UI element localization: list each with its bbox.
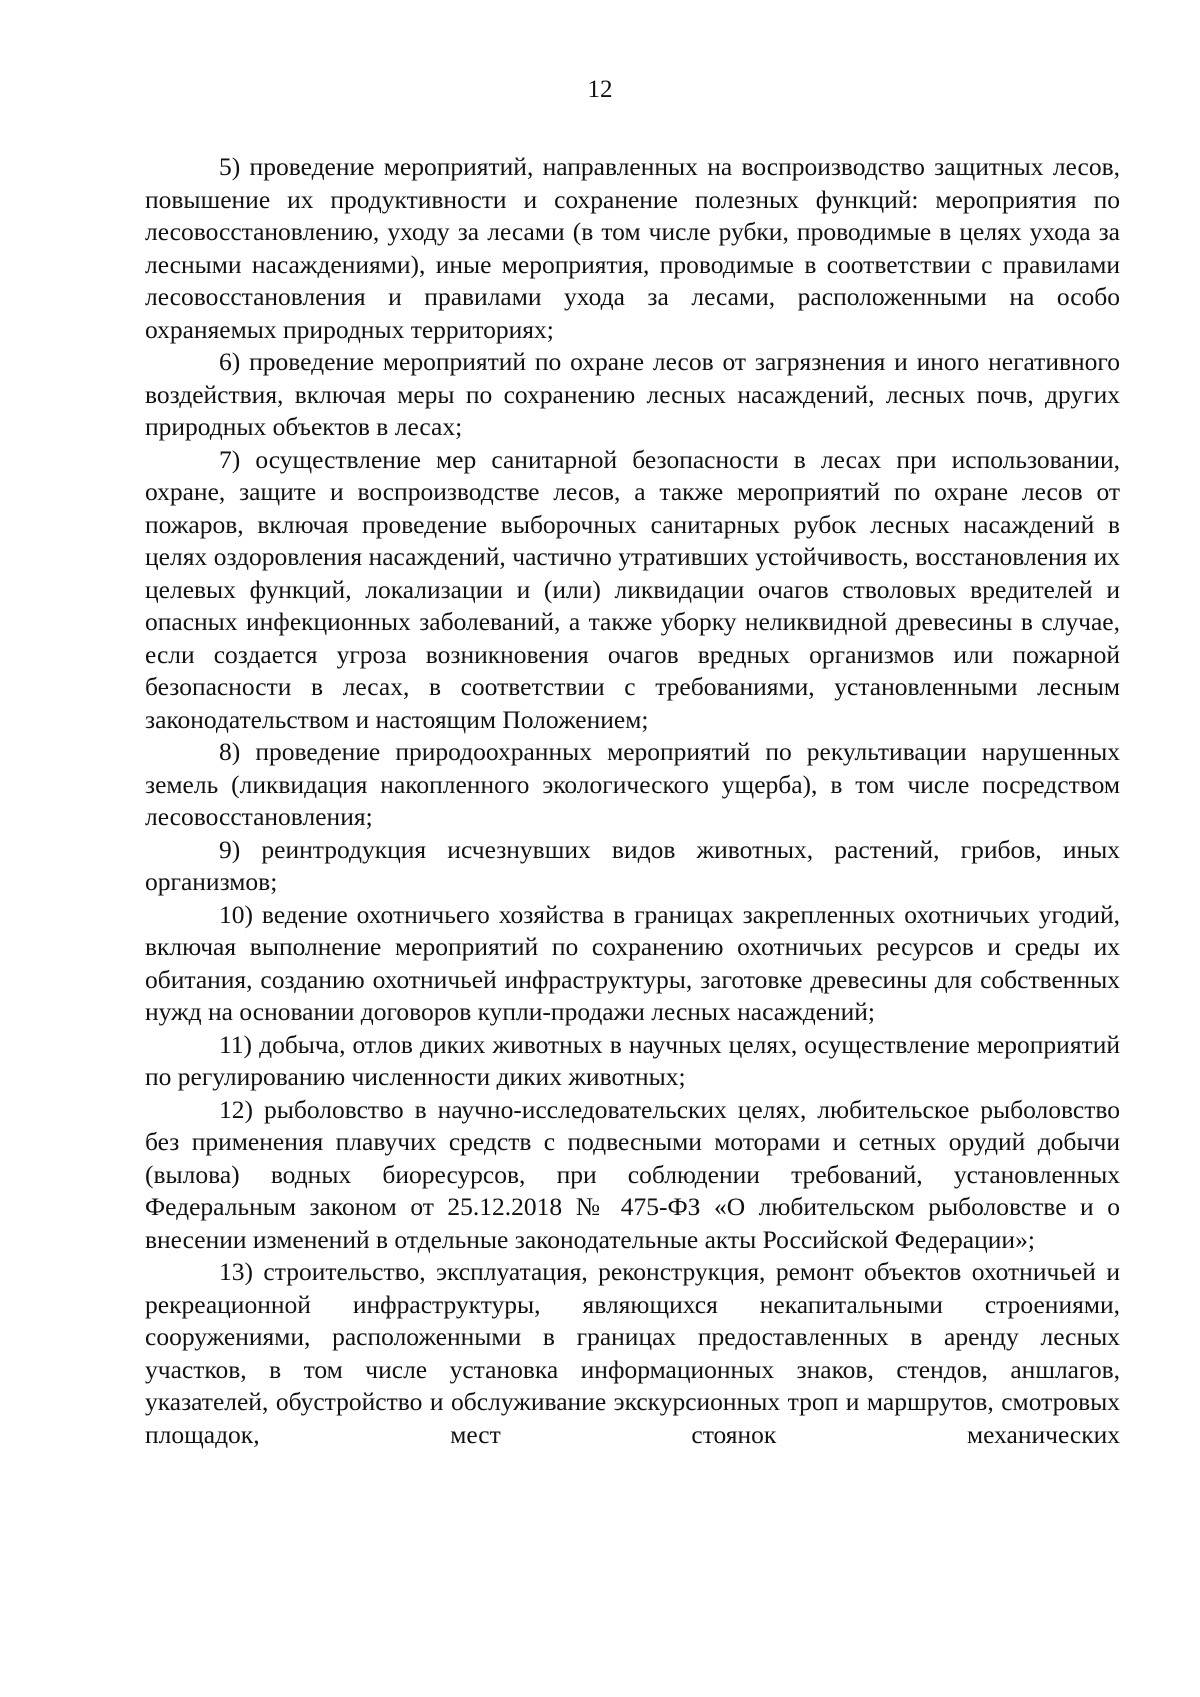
list-item-5: 5) проведение мероприятий, направленных на воспроизводство защитных лесов, повышение их продуктивности и сохранение полезных функций: мероприятия по лесовосстановлению, уходу за лесами (в том числе рубки, проводимые в целях ухода за лесными насаждениями), иные мероприятия, проводимые в соответствии с правилами лесовосстановления и правилами ухода за лесами, расположенными на особо охраняемых природных территориях; (145, 152, 1120, 344)
page-number: 12 (587, 76, 613, 103)
list-item-13: 13) строительство, эксплуатация, реконструкция, ремонт объектов охотничьей и рекреационной инфраструктуры, являющихся некапитальными строениями, сооружениями, расположенными в границах предоставленных в аренду лесных участков, в том числе установка информационных знаков, стендов, аншлагов, указателей, обустройство и обслуживание экскурсионных троп и маршрутов, смотровых площадок, мест стоянок механических (145, 1257, 1120, 1449)
list-item-12: 12) рыболовство в научно-исследовательских целях, любительское рыболовство без применения плавучих средств с подвесными моторами и сетных орудий добычи (вылова) водных биоресурсов, при соблюдении требований, установленных Федеральным законом от 25.12.2018 № 475-ФЗ «О любительском рыболовстве и о внесении изменений в отдельные законодательные акты Российской Федерации»; (145, 1094, 1120, 1254)
list-item-8: 8) проведение природоохранных мероприятий по рекультивации нарушенных земель (ликвидация накопленного экологического ущерба), в том числе посредством лесовосстановления; (145, 737, 1120, 831)
list-item-7: 7) осуществление мер санитарной безопасности в лесах при использовании, охране, защите и воспроизводстве лесов, а также мероприятий по охране лесов от пожаров, включая проведение выборочных санитарных рубок лесных насаждений в целях оздоровления насаждений, частично утративших устойчивость, восстановления их целевых функций, локализации и (или) ликвидации очагов стволовых вредителей и опасных инфекционных заболеваний, а также уборку неликвидной древесины в случае, если создается угроза возникновения очагов вредных организмов или пожарной безопасности в лесах, в соответствии с требованиями, установленными лесным законодательством и настоящим Положением; (145, 444, 1120, 734)
document-body (145, 151, 1120, 1451)
list-item-9: 9) реинтродукция исчезнувших видов животных, растений, грибов, иных организмов; (145, 834, 1120, 896)
list-item-11: 11) добыча, отлов диких животных в научных целях, осуществление мероприятий по регулированию численности диких животных; (145, 1029, 1120, 1091)
list-item-6: 6) проведение мероприятий по охране лесов от загрязнения и иного негативного воздействия, включая меры по сохранению лесных насаждений, лесных почв, других природных объектов в лесах; (145, 347, 1120, 441)
list-item-10: 10) ведение охотничьего хозяйства в границах закрепленных охотничьих угодий, включая выполнение мероприятий по сохранению охотничьих ресурсов и среды их обитания, созданию охотничьей инфраструктуры, заготовке древесины для собственных нужд на основании договоров купли-продажи лесных насаждений; (145, 899, 1120, 1026)
